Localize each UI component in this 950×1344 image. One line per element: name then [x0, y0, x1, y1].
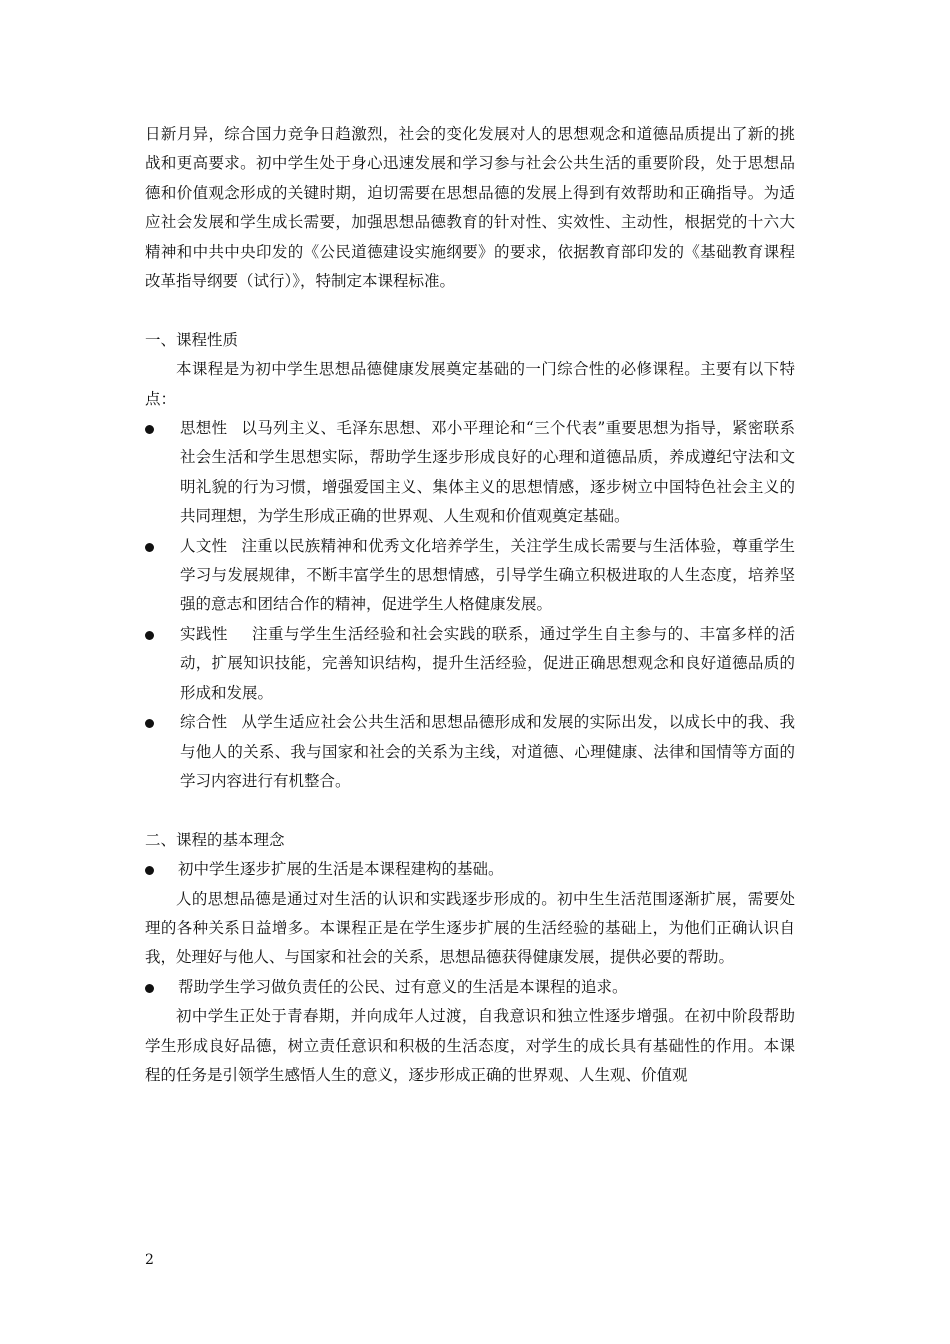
feature-item-humanistic [145, 532, 795, 620]
feature-text: 注重与学生生活经验和社会实践的联系，通过学生自主参与的、丰富多样的活动，扩展知识技能，完善知识结构，提升生活经验，促进正确思想观念和良好道德品质的形成和发展。 [180, 624, 795, 702]
feature-term: 人文性 [180, 536, 228, 555]
principle-item-2 [145, 973, 795, 1002]
section2-heading: 二、课程的基本理念 [145, 830, 285, 849]
principle-text: 帮助学生学习做负责任的公民、过有意义的生活是本课程的追求。 [178, 977, 628, 996]
feature-item-ideological [145, 414, 795, 532]
feature-term: 综合性 [180, 713, 228, 732]
feature-text: 注重以民族精神和优秀文化培养学生，关注学生成长需要与生活体验，尊重学生学习与发展规律，不断丰富学生的思想情感，引导学生确立积极进取的人生态度，培养坚强的意志和团结合作的精神，促进学生人格健康发展。 [180, 536, 795, 614]
spacer [145, 796, 795, 825]
bullet-icon [145, 984, 154, 993]
section1-heading: 一、课程性质 [145, 330, 239, 349]
principle-text: 初中学生逐步扩展的生活是本课程建构的基础。 [178, 860, 504, 879]
spacer [145, 296, 795, 325]
intro-paragraph: 日新月异，综合国力竞争日趋激烈，社会的变化发展对人的思想观念和道德品质提出了新的挑战和更高要求。初中学生处于身心迅速发展和学习参与社会公共生活的重要阶段，处于思想品德和价值观念形成的关键时期，迫切需要在思想品德的发展上得到有效帮助和正确指导。为适应社会发展和学生成长需要，加强思想品德教育的针对性、实效性、主动性，根据党的十六大精神和中共中央印发的《公民道德建设实施纲要》的要求，依据教育部印发的《基础教育课程改革指导纲要（试行）》，特制定本课程标准。 [145, 125, 795, 291]
section1-intro: 本课程是为初中学生思想品德健康发展奠定基础的一门综合性的必修课程。主要有以下特点： [145, 360, 795, 408]
bullet-icon [145, 631, 154, 640]
page-number: 2 [145, 1252, 154, 1268]
principle-paragraph-1: 人的思想品德是通过对生活的认识和实践逐步形成的。初中生生活范围逐渐扩展，需要处理的各种关系日益增多。本课程正是在学生逐步扩展的生活经验的基础上，为他们正确认识自我，处理好与他人、与国家和社会的关系，思想品德获得健康发展，提供必要的帮助。 [145, 889, 795, 967]
principle-paragraph-2: 初中学生正处于青春期，并向成年人过渡，自我意识和独立性逐步增强。在初中阶段帮助学生形成良好品德，树立责任意识和积极的生活态度，对学生的成长具有基础性的作用。本课程的任务是引领学生感悟人生的意义，逐步形成正确的世界观、人生观、价值观 [145, 1007, 795, 1084]
feature-text: 以马列主义、毛泽东思想、邓小平理论和“三个代表”重要思想为指导，紧密联系社会生活和学生思想实际，帮助学生逐步形成良好的心理和道德品质，养成遵纪守法和文明礼貌的行为习惯，增强爱国主义、集体主义的思想情感，逐步树立中国特色社会主义的共同理想，为学生形成正确的世界观、人生观和价值观奠定基础。 [180, 419, 795, 526]
feature-term: 实践性 [180, 624, 228, 643]
bullet-icon [145, 719, 154, 728]
feature-item-practical [145, 620, 795, 708]
feature-item-comprehensive [145, 708, 795, 796]
bullet-icon [145, 543, 154, 552]
document-body [145, 120, 795, 1090]
feature-text: 从学生适应社会公共生活和思想品德形成和发展的实际出发，以成长中的我、我与他人的关系、我与国家和社会的关系为主线，对道德、心理健康、法律和国情等方面的学习内容进行有机整合。 [180, 713, 795, 790]
bullet-icon [145, 866, 154, 875]
principle-item-1 [145, 855, 795, 884]
bullet-icon [145, 425, 154, 434]
feature-term: 思想性 [180, 419, 228, 438]
